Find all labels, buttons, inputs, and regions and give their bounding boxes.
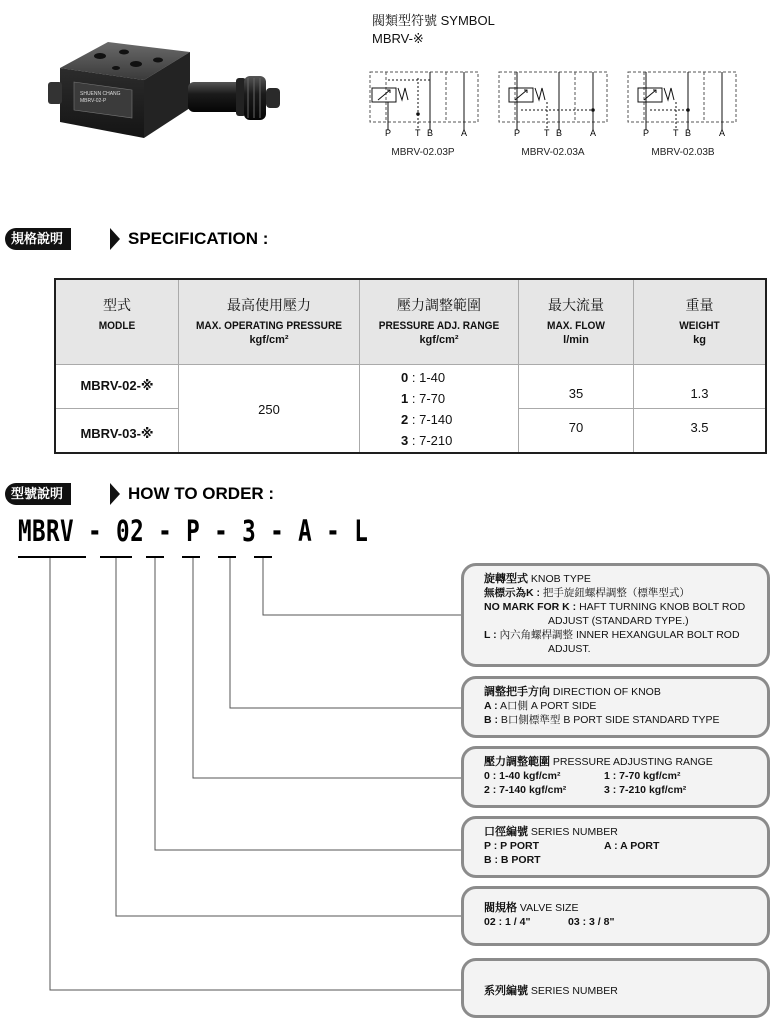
direction-title-zh: 調整把手方向 [484,686,550,698]
pressure-range-box [461,746,770,808]
direction-a-text: A口側 A PORT SIDE [499,700,597,712]
knob-type-box [461,563,770,667]
max-pressure-cell: 250 [258,402,280,417]
knob-type-title-en: KNOB TYPE [530,573,591,585]
pressure-range-title-zh: 壓力調整範圍 [484,756,550,768]
port-p: P : P PORT [484,840,540,852]
th-model-en: MODLE [98,320,136,332]
valve-size-row [484,915,757,929]
th-max-flow-zh: 最大流量 [548,297,604,313]
pressure-range-0: 0 : 1-40 kgf/cm² [484,770,561,782]
th-pressure-range-en: PRESSURE ADJ. RANGE [378,320,500,332]
th-max-pressure-zh: 最高使用壓力 [227,297,311,313]
port-label-a: A [719,128,726,136]
knob-type-line2-text: HAFT TURNING KNOB BOLT ROD [579,601,746,613]
spec-title: SPECIFICATION : [128,229,269,248]
spec-badge: 規格說明 [5,228,71,250]
model-cell-02: MBRV-02-※ [80,378,154,393]
valve-size-title-zh: 閥規格 [484,902,517,914]
flow-cell-03: 70 [568,420,584,435]
port-label-t: T [673,128,679,136]
symbol-caption-p: MBRV-02.03P [391,147,455,158]
order-badge: 型號說明 [5,483,71,505]
direction-b [484,713,757,727]
port-title-en: SERIES NUMBER [530,826,618,838]
symbol-caption-b: MBRV-02.03B [651,147,715,158]
th-weight-en: WEIGHT [679,320,720,332]
knob-type-line1 [484,586,757,600]
range-value-3: : 7-210 [411,433,453,448]
knob-type-line5: ADJUST. [548,643,591,655]
range-value-0: : 1-40 [411,370,446,385]
valve-size-title-en: VALVE SIZE [519,902,579,914]
weight-cell-03: 3.5 [690,420,709,435]
th-max-flow-unit: l/min [563,334,589,346]
range-code-2: 2 [401,412,409,427]
port-label-a: A [461,128,468,136]
range-value-2: : 7-140 [411,412,453,427]
valve-size-03: 03 : 3 / 8" [568,916,615,928]
series-title-zh: 系列編號 [484,985,528,997]
pressure-range-1: 1 : 7-70 kgf/cm² [604,770,681,782]
knob-type-line4 [484,628,757,642]
knob-type-title-zh: 旋轉型式 [484,573,528,585]
range-value-1: : 7-70 [411,391,446,406]
photo-label-line1: SHUENN CHANG [80,91,121,97]
port-a: A : A PORT [604,840,660,852]
order-title: HOW TO ORDER : [128,484,275,503]
th-max-pressure-en: MAX. OPERATING PRESSURE [195,320,343,332]
valve-size-title [484,901,757,915]
knob-type-line2-code: NO MARK FOR K : [484,601,577,613]
knob-type-line1-code: 無標示為K : [484,587,540,599]
knob-type-line1-text: 把手旋鈕螺桿調整（標準型式） [542,587,690,599]
port-box [461,816,770,878]
direction-title-en: DIRECTION OF KNOB [552,686,661,698]
direction-a-code: A : [484,700,498,712]
valve-size-02: 02 : 1 / 4" [484,916,531,928]
port-label-p: P [643,128,650,136]
range-code-0: 0 [401,370,409,385]
weight-cell-02: 1.3 [690,386,709,401]
series-title [484,984,757,998]
direction-box [461,676,770,738]
th-model-zh: 型式 [103,297,131,313]
port-title-zh: 口徑編號 [484,826,528,838]
knob-type-title [484,572,757,586]
port-label-b: B [427,128,434,136]
photo-label-line2: MBRV-02-P [80,98,107,104]
port-label-b: B [685,128,692,136]
pressure-range-title-en: PRESSURE ADJUSTING RANGE [552,756,713,768]
th-max-flow-en: MAX. FLOW [547,320,605,332]
pressure-range-title [484,755,757,769]
direction-b-code: B : [484,714,498,726]
symbol-caption-a: MBRV-02.03A [521,147,585,158]
port-label-b: B [556,128,563,136]
th-weight-zh: 重量 [685,297,714,313]
port-label-t: T [544,128,550,136]
range-code-1: 1 [401,391,409,406]
series-title-en: SERIES NUMBER [530,985,618,997]
symbol-title: 閥類型符號 SYMBOL [372,13,495,28]
pressure-range-2: 2 : 7-140 kgf/cm² [484,784,567,796]
pressure-range-row2 [484,783,757,797]
th-max-pressure-unit: kgf/cm² [249,334,289,346]
th-pressure-range-unit: kgf/cm² [419,334,459,346]
order-code: MBRV - 02 - P - 3 - A - L [18,514,369,548]
direction-b-text: B口側標準型 B PORT SIDE STANDARD TYPE [500,714,720,726]
flow-cell-02: 35 [568,386,584,401]
knob-type-line2 [484,600,757,614]
port-label-p: P [514,128,521,136]
pressure-range-row1 [484,769,757,783]
series-box [461,958,770,1018]
port-label-t: T [415,128,421,136]
direction-title [484,685,757,699]
th-weight-unit: kg [693,334,706,346]
port-title [484,825,757,839]
knob-type-line3: ADJUST (STANDARD TYPE.) [548,615,689,627]
knob-type-line4-code: L : [484,629,497,641]
port-label-p: P [385,128,392,136]
th-pressure-range-zh: 壓力調整範圍 [397,297,481,313]
range-code-3: 3 [401,433,409,448]
valve-size-box [461,886,770,946]
model-cell-03: MBRV-03-※ [80,426,154,441]
symbol-subtitle: MBRV-※ [372,31,424,46]
port-label-a: A [590,128,597,136]
pressure-range-3: 3 : 7-210 kgf/cm² [604,784,687,796]
knob-type-line4-text: 內六角螺桿調整 INNER HEXANGULAR BOLT ROD [499,629,740,641]
port-row1 [484,839,757,853]
port-b: B : B PORT [484,854,541,866]
direction-a [484,699,757,713]
